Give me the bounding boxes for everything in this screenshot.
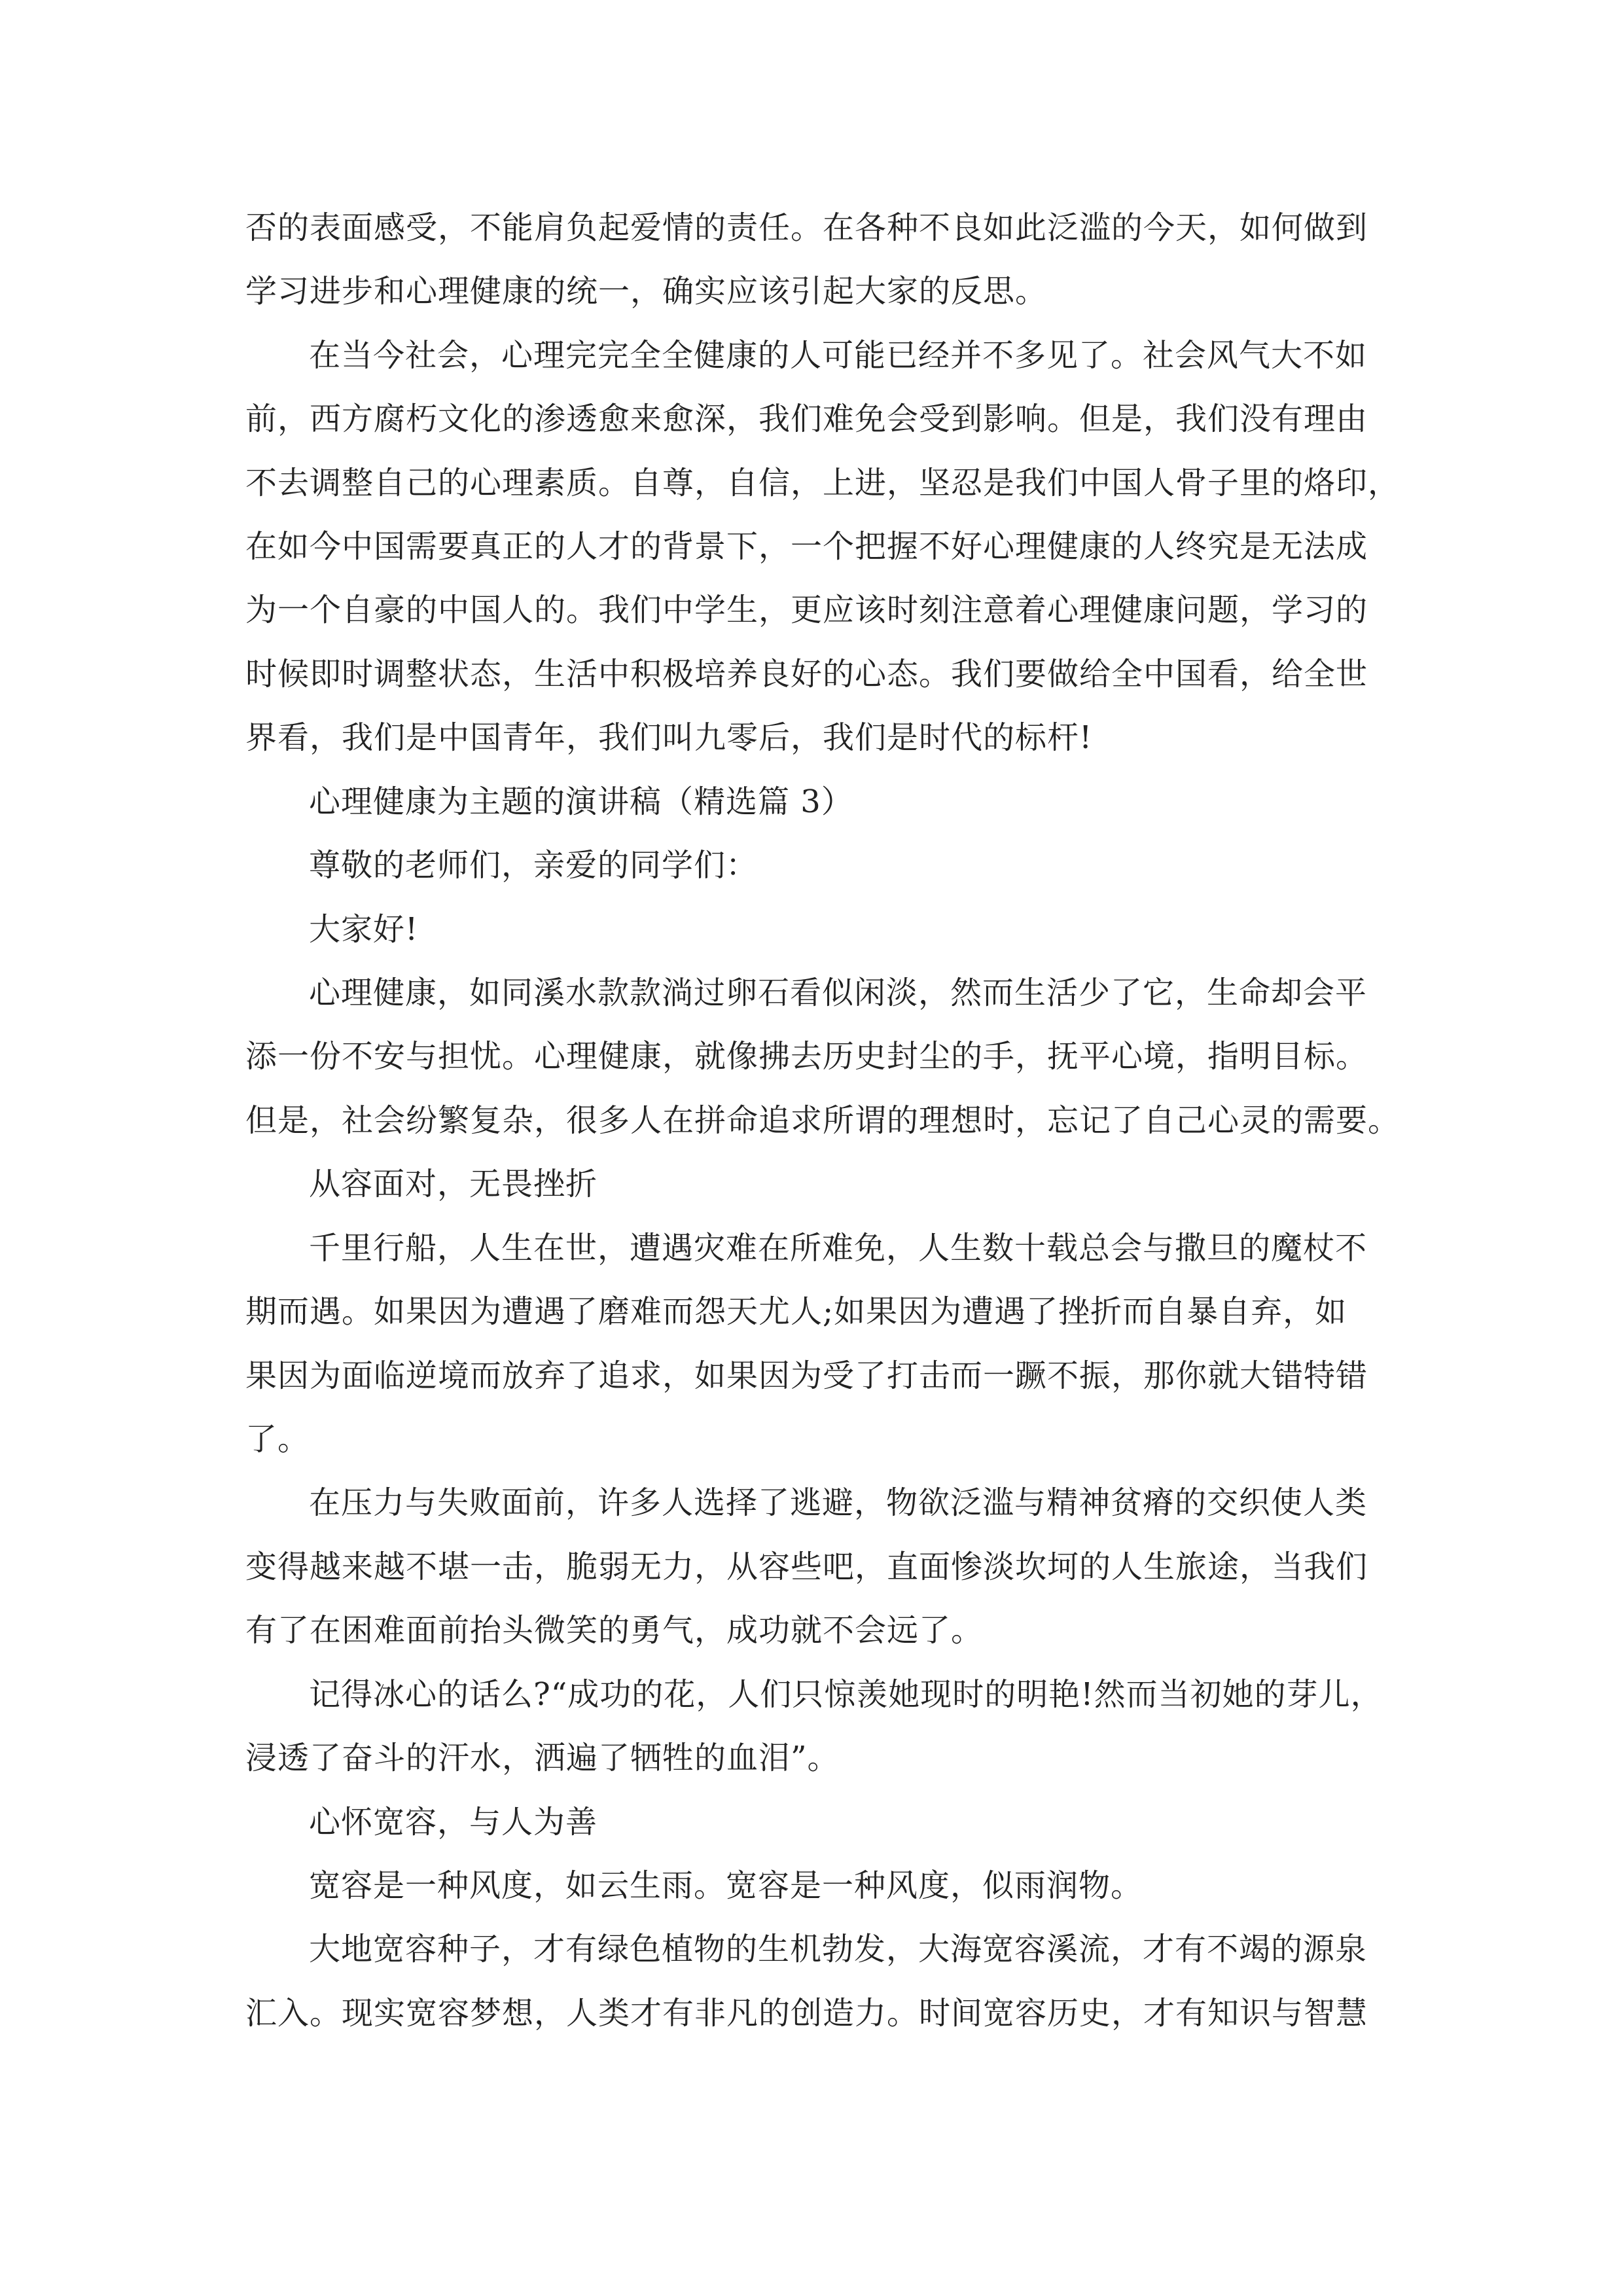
text-line: 有了在困难面前抬头微笑的勇气，成功就不会远了。 [245, 1612, 984, 1649]
text-line: 但是，社会纷繁复杂，很多人在拼命追求所谓的理想时，忘记了自己心灵的需要。 [245, 1102, 1400, 1139]
text-line: 添一份不安与担忧。心理健康，就像拂去历史封尘的手，抚平心境，指明目标。 [245, 1038, 1368, 1075]
text-line: 了。 [245, 1421, 310, 1458]
paragraph-first-line: 心理健康，如同溪水款款淌过卵石看似闲淡，然而生活少了它，生命却会平 [309, 975, 1368, 1011]
paragraph-first-line: 在当今社会，心理完完全全健康的人可能已经并不多见了。社会风气大不如 [309, 337, 1368, 374]
text-line: 学习进步和心理健康的统一，确实应该引起大家的反思。 [245, 273, 1048, 310]
text-line: 在如今中国需要真正的人才的背景下，一个把握不好心理健康的人终究是无法成 [245, 528, 1368, 565]
text-line: 时候即时调整状态，生活中积极培养良好的心态。我们要做给全中国看，给全世 [245, 656, 1368, 692]
paragraph-first-line: 记得冰心的话么?“成功的花，人们只惊羡她现时的明艳!然而当初她的芽儿， [309, 1676, 1383, 1713]
text-line: 否的表面感受，不能肩负起爱情的责任。在各种不良如此泛滥的今天，如何做到 [245, 209, 1368, 246]
text-line: 浸透了奋斗的汗水，洒遍了牺牲的血泪”。 [245, 1740, 840, 1776]
paragraph-first-line: 在压力与失败面前，许多人选择了逃避，物欲泛滥与精神贫瘠的交织使人类 [309, 1484, 1368, 1521]
text-line: 界看，我们是中国青年，我们叫九零后，我们是时代的标杆! [245, 719, 1093, 756]
salutation: 尊敬的老师们，亲爱的同学们： [309, 847, 758, 884]
text-line: 不去调整自己的心理素质。自尊，自信，上进，坚忍是我们中国人骨子里的烙印， [245, 465, 1400, 501]
paragraph-first-line: 千里行船，人生在世，遭遇灾难在所难免，人生数十载总会与撒旦的魔杖不 [309, 1230, 1368, 1266]
text-line: 前，西方腐朽文化的渗透愈来愈深，我们难免会受到影响。但是，我们没有理由 [245, 401, 1368, 437]
section-title: 心理健康为主题的演讲稿（精选篇 3） [309, 783, 853, 820]
text-line: 汇入。现实宽容梦想，人类才有非凡的创造力。时间宽容历史，才有知识与智慧 [245, 1995, 1368, 2032]
greeting: 大家好! [309, 911, 419, 948]
subheading: 心怀宽容，与人为善 [309, 1804, 598, 1840]
text-line: 期而遇。如果因为遭遇了磨难而怨天尤人;如果因为遭遇了挫折而自暴自弃，如 [245, 1293, 1347, 1330]
paragraph-first-line: 宽容是一种风度，如云生雨。宽容是一种风度，似雨润物。 [309, 1867, 1143, 1904]
paragraph-first-line: 大地宽容种子，才有绿色植物的生机勃发，大海宽容溪流，才有不竭的源泉 [309, 1931, 1368, 1967]
text-line: 变得越来越不堪一击，脆弱无力，从容些吧，直面惨淡坎坷的人生旅途，当我们 [245, 1549, 1368, 1585]
subheading: 从容面对，无畏挫折 [309, 1166, 598, 1202]
text-line: 果因为面临逆境而放弃了追求，如果因为受了打击而一蹶不振，那你就大错特错 [245, 1357, 1368, 1394]
text-line: 为一个自豪的中国人的。我们中学生，更应该时刻注意着心理健康问题，学习的 [245, 592, 1368, 628]
